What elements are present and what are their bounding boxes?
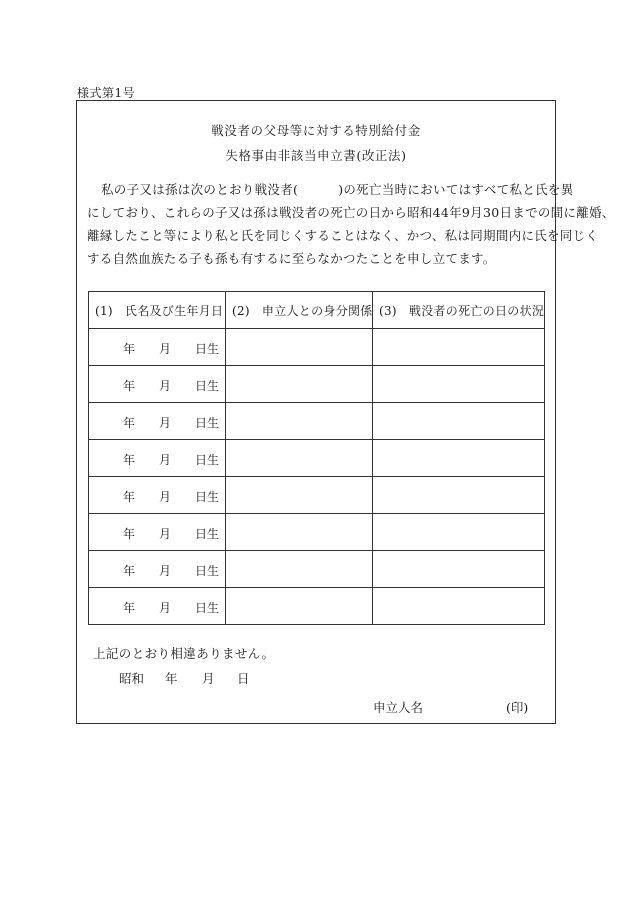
statement-line-1-after: )の死亡当時においてはすべて私と氏を異	[338, 182, 574, 197]
statement-line-4: する自然血族たる子も孫も有するに至らなかつたことを申し立てます。	[87, 251, 496, 266]
year-label: 年	[123, 490, 136, 504]
month-label: 月	[159, 527, 172, 541]
table-row	[89, 588, 545, 625]
status-cell[interactable]	[373, 440, 545, 477]
month-label: 月	[159, 379, 172, 393]
month-label: 月	[202, 671, 215, 686]
header-relationship	[226, 292, 373, 329]
header-number: (3)	[379, 303, 397, 318]
relationship-cell[interactable]	[226, 366, 373, 403]
form-number: 様式第1号	[77, 86, 136, 100]
birthdate-cell[interactable]	[89, 403, 226, 440]
form-title-line1: 戦没者の父母等に対する特別給付金	[211, 123, 421, 138]
status-cell[interactable]	[373, 403, 545, 440]
status-cell[interactable]	[373, 551, 545, 588]
era-label: 昭和	[119, 671, 145, 686]
header-number: (2)	[232, 303, 250, 318]
birthdate-cell[interactable]	[89, 551, 226, 588]
day-label: 日生	[195, 527, 220, 541]
year-label: 年	[123, 527, 136, 541]
day-label: 日生	[195, 342, 220, 356]
year-label: 年	[123, 416, 136, 430]
statement-line-1	[87, 178, 574, 201]
status-cell[interactable]	[373, 366, 545, 403]
confirmation-text: 上記のとおり相違ありません。	[93, 646, 275, 661]
day-label: 日	[237, 671, 250, 686]
table-row	[89, 329, 545, 366]
relationship-cell[interactable]	[226, 329, 373, 366]
relationship-cell[interactable]	[226, 440, 373, 477]
header-label: 戦没者の死亡の日の状況	[408, 303, 545, 318]
month-label: 月	[159, 601, 172, 615]
header-label: 氏名及び生年月日	[124, 303, 224, 318]
birthdate-cell[interactable]	[89, 329, 226, 366]
day-label: 日生	[195, 416, 220, 430]
statement-line-2: にしており、これらの子又は孫は戦没者の死亡の日から昭和44年9月30日までの間に離婚、	[87, 205, 615, 220]
table-header-row	[89, 292, 545, 329]
applicant-name-label: 申立人名	[373, 700, 424, 715]
header-number: (1)	[95, 303, 113, 318]
year-label: 年	[123, 342, 136, 356]
day-label: 日生	[195, 601, 220, 615]
relationship-cell[interactable]	[226, 551, 373, 588]
statement-paragraph	[87, 178, 615, 270]
day-label: 日生	[195, 453, 220, 467]
status-cell[interactable]	[373, 477, 545, 514]
form-title-line2: 失格事由非該当申立書(改正法)	[225, 148, 407, 163]
table-row	[89, 514, 545, 551]
children-table	[88, 291, 545, 625]
header-label: 申立人との身分関係	[261, 303, 373, 318]
seal-label: (印)	[506, 700, 529, 715]
month-label: 月	[159, 453, 172, 467]
day-label: 日生	[195, 379, 220, 393]
relationship-cell[interactable]	[226, 514, 373, 551]
year-label: 年	[165, 671, 178, 686]
statement-line-1-before: 私の子又は孫は次のとおり戦没者(	[101, 182, 299, 197]
month-label: 月	[159, 342, 172, 356]
status-cell[interactable]	[373, 329, 545, 366]
relationship-cell[interactable]	[226, 588, 373, 625]
statement-line-3: 離縁したこと等により私と氏を同じくすることはなく、かつ、私は同期間内に氏を同じく	[87, 228, 599, 243]
year-label: 年	[123, 601, 136, 615]
birthdate-cell[interactable]	[89, 514, 226, 551]
day-label: 日生	[195, 490, 220, 504]
form-frame	[76, 100, 615, 724]
month-label: 月	[159, 490, 172, 504]
table-row	[89, 366, 545, 403]
birthdate-cell[interactable]	[89, 440, 226, 477]
table-row	[89, 477, 545, 514]
table-row	[89, 403, 545, 440]
birthdate-cell[interactable]	[89, 366, 226, 403]
month-label: 月	[159, 564, 172, 578]
status-cell[interactable]	[373, 588, 545, 625]
year-label: 年	[123, 453, 136, 467]
header-status-at-death	[373, 292, 545, 329]
birthdate-cell[interactable]	[89, 588, 226, 625]
birthdate-cell[interactable]	[89, 477, 226, 514]
relationship-cell[interactable]	[226, 477, 373, 514]
year-label: 年	[123, 379, 136, 393]
status-cell[interactable]	[373, 514, 545, 551]
table-row	[89, 551, 545, 588]
month-label: 月	[159, 416, 172, 430]
year-label: 年	[123, 564, 136, 578]
day-label: 日生	[195, 564, 220, 578]
application-date[interactable]	[119, 669, 250, 687]
table-row	[89, 440, 545, 477]
header-name-birthdate	[89, 292, 226, 329]
relationship-cell[interactable]	[226, 403, 373, 440]
